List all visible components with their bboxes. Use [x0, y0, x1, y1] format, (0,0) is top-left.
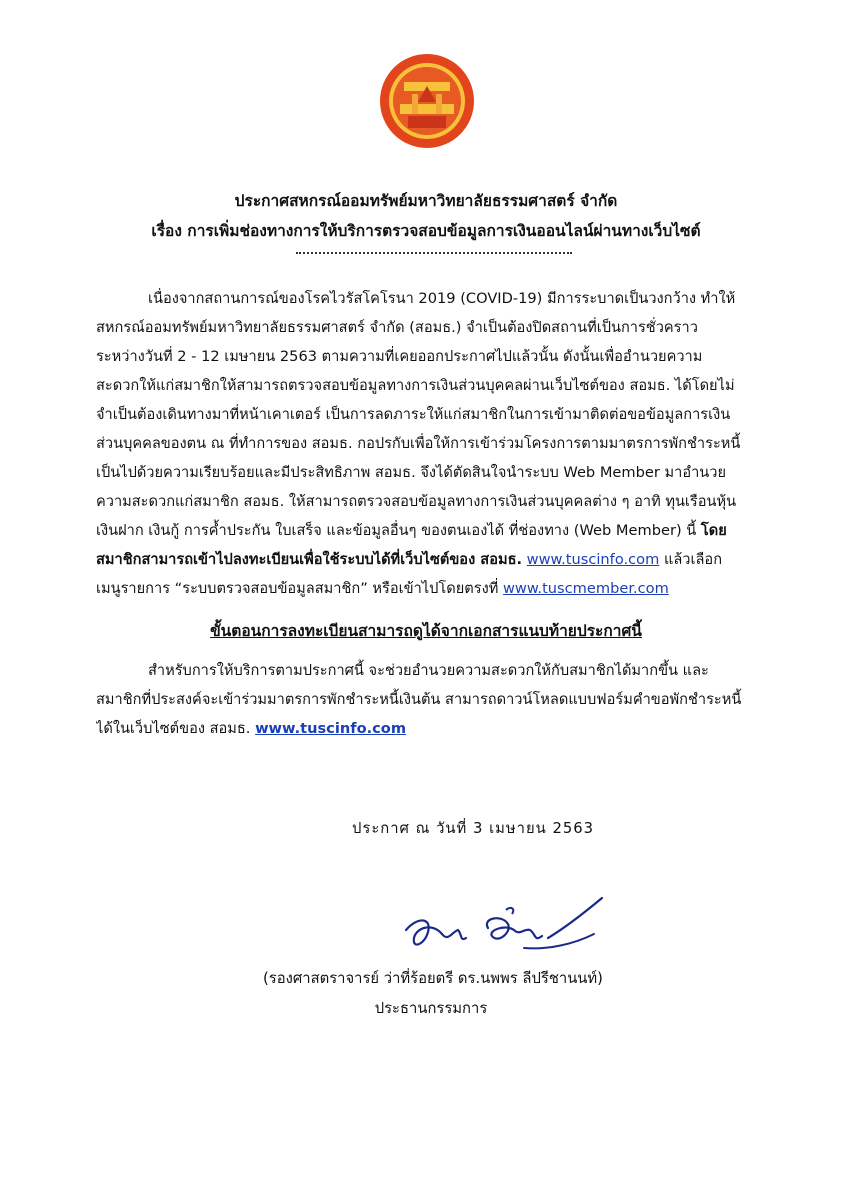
- dotted-divider: [296, 252, 572, 254]
- tuscinfo-link[interactable]: www.tuscinfo.com: [526, 551, 660, 568]
- paragraph-line: ส่วนบุคคลของตน ณ ที่ทำการของ สอมธ. กอปรกับเพื่อให้การเข้าร่วมโครงการตามมาตรการพักชำระหนี้: [96, 435, 741, 452]
- paragraph-line: เป็นไปด้วยความเรียบร้อยและมีประสิทธิภาพ สอมธ. จึงได้ตัดสินใจนำระบบ Web Member มาอำนวย: [96, 464, 726, 481]
- paragraph-line: [96, 516, 766, 545]
- registration-heading: ขั้นตอนการลงทะเบียนสามารถดูได้จากเอกสารแนบท้ายประกาศนี้: [210, 622, 642, 640]
- announcement-subject: เรื่อง การเพิ่มช่องทางการให้บริการตรวจสอบข้อมูลการเงินออนไลน์ผ่านทางเว็บไซต์: [151, 222, 701, 240]
- signer-position: ประธานกรรมการ: [374, 1000, 488, 1017]
- paragraph-line: สะดวกให้แก่สมาชิกให้สามารถตรวจสอบข้อมูลทางการเงินส่วนบุคคลผ่านเว็บไซต์ของ สอมธ. ได้โดยไม่: [96, 377, 735, 394]
- paragraph-line: สำหรับการให้บริการตามประกาศนี้ จะช่วยอำนวยความสะดวกให้กับสมาชิกได้มากขึ้น และ: [148, 662, 709, 679]
- body-paragraph-2: [96, 656, 766, 743]
- signature: [398, 888, 608, 968]
- paragraph-line: ระหว่างวันที่ 2 - 12 เมษายน 2563 ตามความที่เคยออกประกาศไปแล้วนั้น ดังนั้นเพื่ออำนวยความ: [96, 348, 703, 365]
- body-paragraph-1: [96, 284, 766, 603]
- paragraph-text: เงินฝาก เงินกู้ การค้ำประกัน ใบเสร็จ และข้อมูลอื่นๆ ของตนเองได้ ที่ช่องทาง (Web Member) นี้: [96, 522, 701, 539]
- paragraph-line: สมาชิกที่ประสงค์จะเข้าร่วมมาตรการพักชำระหนี้เงินต้น สามารถดาวน์โหลดแบบฟอร์มคำขอพักชำระหนี้: [96, 691, 742, 708]
- paragraph-text: เมนูรายการ “ระบบตรวจสอบข้อมูลสมาชิก” หรือเข้าไปโดยตรงที่: [96, 580, 503, 597]
- paragraph-line: [96, 714, 766, 743]
- paragraph-text: แล้วเลือก: [659, 551, 723, 568]
- paragraph-line: จำเป็นต้องเดินทางมาที่หน้าเคาเตอร์ เป็นการลดภาระให้แก่สมาชิกในการเข้ามาติดต่อขอข้อมูลการเงิน: [96, 406, 731, 423]
- cooperative-seal-logo: [378, 52, 476, 150]
- tuscinfo-link[interactable]: www.tuscinfo.com: [255, 720, 407, 737]
- announcement-date: ประกาศ ณ วันที่ 3 เมษายน 2563: [352, 820, 595, 837]
- announcement-title: ประกาศสหกรณ์ออมทรัพย์มหาวิทยาลัยธรรมศาสตร์ จำกัด: [234, 192, 618, 210]
- paragraph-line: สหกรณ์ออมทรัพย์มหาวิทยาลัยธรรมศาสตร์ จำกัด (สอมธ.) จำเป็นต้องปิดสถานที่เป็นการชั่วคราว: [96, 319, 698, 336]
- bold-text: โดย: [700, 522, 727, 539]
- bold-text: สมาชิกสามารถเข้าไปลงทะเบียนเพื่อใช้ระบบได้ที่เว็บไซต์ของ สอมธ.: [96, 551, 523, 568]
- paragraph-line: เนื่องจากสถานการณ์ของโรคไวรัสโคโรนา 2019 (COVID-19) มีการระบาดเป็นวงกว้าง ทำให้: [148, 290, 736, 307]
- signer-name: (รองศาสตราจารย์ ว่าที่ร้อยตรี ดร.นพพร ลีปรีชานนท์): [263, 970, 603, 987]
- seal-icon: [378, 52, 476, 150]
- tuscmember-link[interactable]: www.tuscmember.com: [502, 580, 669, 597]
- handwritten-signature-icon: [398, 888, 608, 968]
- paragraph-line: [96, 574, 766, 603]
- paragraph-line: ความสะดวกแก่สมาชิก สอมธ. ให้สามารถตรวจสอบข้อมูลทางการเงินส่วนบุคคลต่าง ๆ อาทิ ทุนเรือนหุ้น: [96, 493, 737, 510]
- paragraph-line: [96, 545, 766, 574]
- paragraph-text: ได้ในเว็บไซต์ของ สอมธ.: [96, 720, 256, 737]
